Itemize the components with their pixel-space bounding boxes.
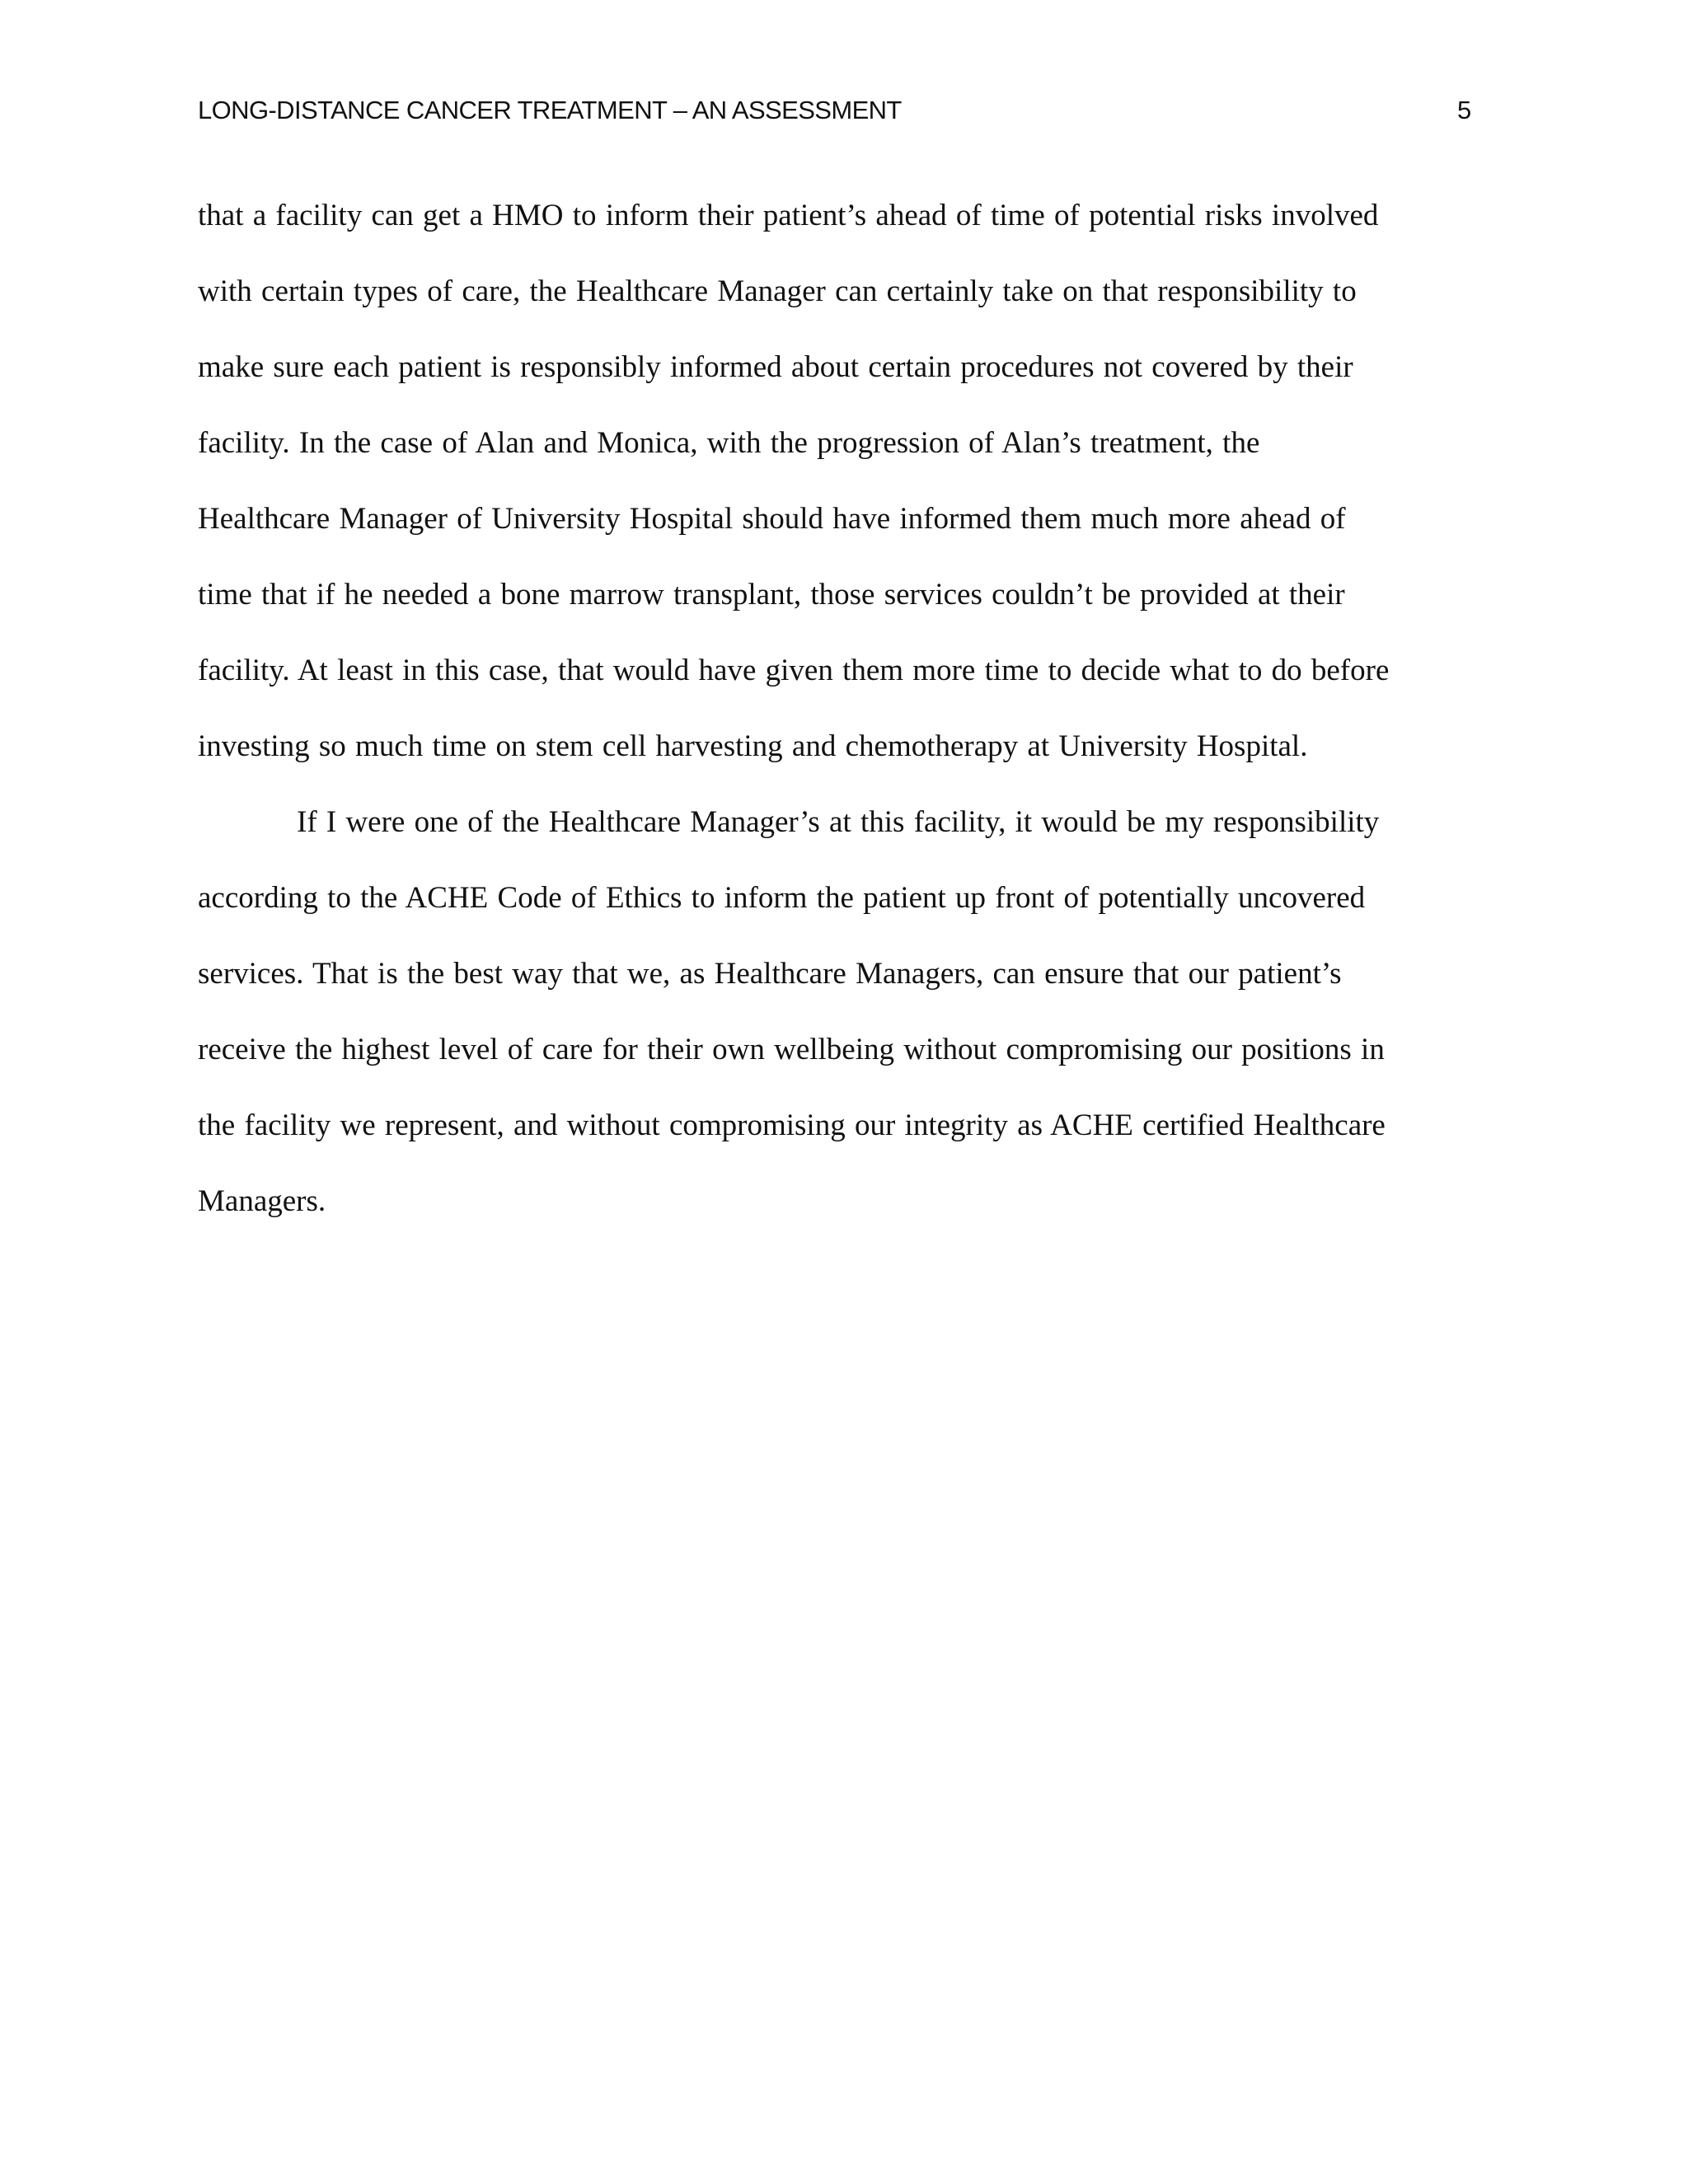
page-number: 5 bbox=[1457, 96, 1472, 124]
text-line: according to the ACHE Code of Ethics to inform the patient up front of potentially uncovered bbox=[198, 881, 1366, 915]
text-line: time that if he needed a bone marrow transplant, those services couldn’t be provided at their bbox=[198, 578, 1345, 612]
text-line: services. That is the best way that we, as Healthcare Managers, can ensure that our patient’s bbox=[198, 957, 1342, 991]
paragraph-2 bbox=[198, 798, 1500, 1253]
text-line: with certain types of care, the Healthcare Manager can certainly take on that responsibility to bbox=[198, 274, 1357, 308]
text-line: that a facility can get a HMO to inform their patient’s ahead of time of potential risks involved bbox=[198, 199, 1379, 232]
text-line: Healthcare Manager of University Hospital should have informed them much more ahead of bbox=[198, 502, 1346, 536]
body-text bbox=[198, 191, 1500, 1253]
text-line: facility. At least in this case, that would have given them more time to decide what to do before bbox=[198, 654, 1390, 687]
text-line: Managers. bbox=[198, 1184, 326, 1218]
paragraph-1 bbox=[198, 191, 1500, 798]
text-line: facility. In the case of Alan and Monica, with the progression of Alan’s treatment, the bbox=[198, 426, 1260, 460]
running-head: LONG-DISTANCE CANCER TREATMENT – AN ASSESSMENT bbox=[198, 96, 902, 124]
text-line: If I were one of the Healthcare Manager’s at this facility, it would be my responsibility bbox=[297, 805, 1380, 839]
text-line: the facility we represent, and without compromising our integrity as ACHE certified Healthcare bbox=[198, 1108, 1386, 1142]
text-line: make sure each patient is responsibly informed about certain procedures not covered by their bbox=[198, 350, 1353, 384]
text-line: receive the highest level of care for their own wellbeing without compromising our positions in bbox=[198, 1033, 1385, 1066]
text-line: investing so much time on stem cell harvesting and chemotherapy at University Hospital. bbox=[198, 729, 1308, 763]
